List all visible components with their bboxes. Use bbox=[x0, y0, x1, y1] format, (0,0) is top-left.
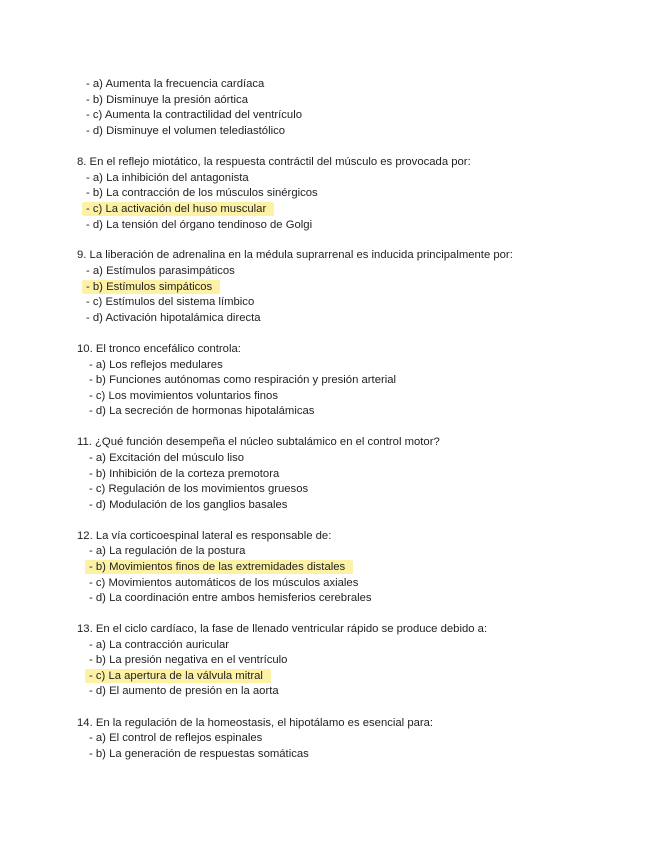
q13-option-b: - b) La presión negativa en el ventrículo bbox=[89, 654, 288, 666]
q8-option-c-highlighted bbox=[86, 202, 274, 216]
q10-option-a: - a) Los reflejos medulares bbox=[89, 359, 223, 371]
q7-option-d: - d) Disminuye el volumen telediastólico bbox=[86, 125, 286, 137]
highlight-mark: - c) La activación del huso muscular bbox=[82, 202, 274, 216]
q11-question: 11. ¿Qué función desempeña el núcleo subtalámico en el control motor? bbox=[77, 436, 440, 448]
highlight-mark: - b) Movimientos finos de las extremidades distales bbox=[85, 560, 353, 574]
highlight-mark: - b) Estímulos simpáticos bbox=[82, 280, 220, 294]
q7-option-c: - c) Aumenta la contractilidad del ventrículo bbox=[86, 109, 303, 121]
q13-question: 13. En el ciclo cardíaco, la fase de llenado ventricular rápido se produce debido a: bbox=[77, 623, 488, 635]
q7-option-b: - b) Disminuye la presión aórtica bbox=[86, 94, 248, 106]
q14-option-a: - a) El control de reflejos espinales bbox=[89, 732, 263, 744]
q9-option-b-highlighted bbox=[86, 280, 220, 294]
q8-option-a: - a) La inhibición del antagonista bbox=[86, 172, 249, 184]
q13-option-d: - d) El aumento de presión en la aorta bbox=[89, 685, 279, 697]
q8-option-b: - b) La contracción de los músculos sinérgicos bbox=[86, 187, 318, 199]
q12-option-d: - d) La coordinación entre ambos hemisferios cerebrales bbox=[89, 592, 372, 604]
q9-question: 9. La liberación de adrenalina en la médula suprarrenal es inducida principalmente por: bbox=[77, 249, 513, 261]
q11-option-b: - b) Inhibición de la corteza premotora bbox=[89, 468, 280, 480]
q11-option-a: - a) Excitación del músculo liso bbox=[89, 452, 245, 464]
q9-option-c: - c) Estímulos del sistema límbico bbox=[86, 296, 255, 308]
q7-option-a: - a) Aumenta la frecuencia cardíaca bbox=[86, 78, 265, 90]
q12-question: 12. La vía corticoespinal lateral es responsable de: bbox=[77, 530, 332, 542]
q12-option-a: - a) La regulación de la postura bbox=[89, 545, 246, 557]
q8-option-d: - d) La tensión del órgano tendinoso de Golgi bbox=[86, 219, 313, 231]
q11-option-c: - c) Regulación de los movimientos gruesos bbox=[89, 483, 309, 495]
q13-option-a: - a) La contracción auricular bbox=[89, 639, 230, 651]
q12-option-b-highlighted bbox=[89, 560, 353, 574]
q10-option-c: - c) Los movimientos voluntarios finos bbox=[89, 390, 278, 402]
highlight-mark: - c) La apertura de la válvula mitral bbox=[85, 669, 271, 683]
q9-option-a: - a) Estímulos parasimpáticos bbox=[86, 265, 235, 277]
q10-question: 10. El tronco encefálico controla: bbox=[77, 343, 241, 355]
q14-question: 14. En la regulación de la homeostasis, el hipotálamo es esencial para: bbox=[77, 717, 434, 729]
q10-option-b: - b) Funciones autónomas como respiración y presión arterial bbox=[89, 374, 397, 386]
q10-option-d: - d) La secreción de hormonas hipotalámicas bbox=[89, 405, 315, 417]
q11-option-d: - d) Modulación de los ganglios basales bbox=[89, 499, 288, 511]
q8-question: 8. En el reflejo miotático, la respuesta contráctil del músculo es provocada por: bbox=[77, 156, 471, 168]
q12-option-c: - c) Movimientos automáticos de los músculos axiales bbox=[89, 577, 359, 589]
q14-option-b: - b) La generación de respuestas somáticas bbox=[89, 748, 309, 760]
q13-option-c-highlighted bbox=[89, 669, 271, 683]
q9-option-d: - d) Activación hipotalámica directa bbox=[86, 312, 261, 324]
